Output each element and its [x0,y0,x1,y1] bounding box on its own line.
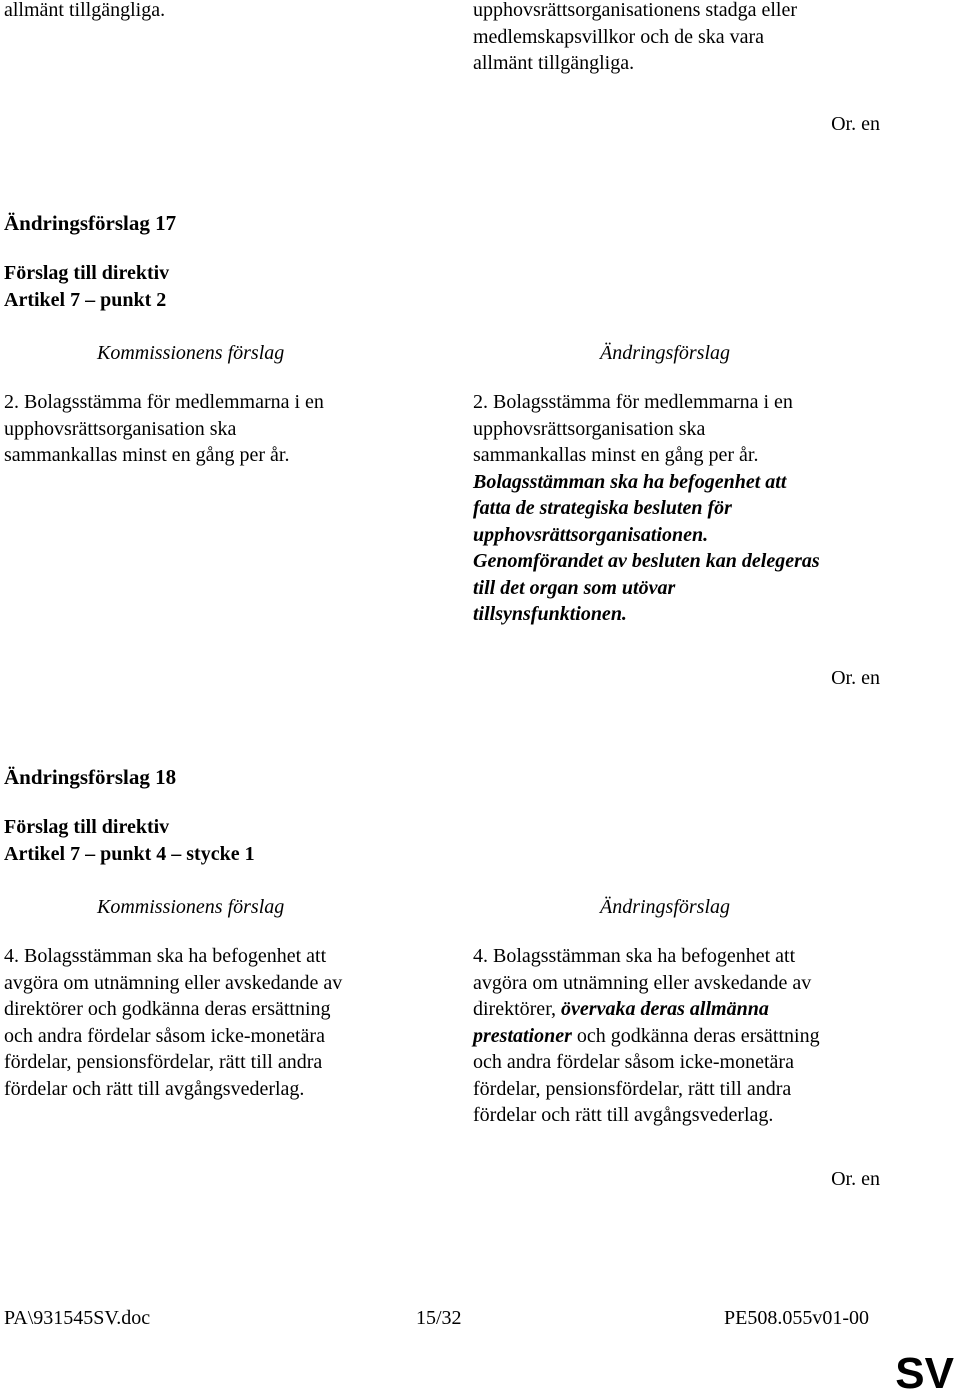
footer-document-reference: PA\931545SV.doc [4,1307,151,1329]
original-language-note: Or. en [831,113,880,135]
text-line: sammankallas minst en gång per år. [473,444,759,466]
text-line: medlemskapsvillkor och de ska vara [473,25,765,48]
added-text-line: fatta de strategiska besluten för [473,497,732,519]
commission-text [4,389,444,469]
text-line: upphovsrättsorganisation ska [473,417,706,440]
column-heading-commission: Kommissionens förslag [97,896,285,918]
amendment-article: Artikel 7 – punkt 4 – stycke 1 [4,843,255,865]
right-text-tail [473,0,933,77]
text-line: 4. Bolagsstämman ska ha befogenhet att [4,945,327,967]
amendment-subtitle: Förslag till direktiv [4,816,170,838]
added-text-line: upphovsrättsorganisationen. [473,523,709,546]
text-line: och andra fördelar såsom icke-monetära [4,1024,325,1047]
commission-text [4,943,444,1102]
amendment-text [473,389,933,628]
text-line: 4. Bolagsstämman ska ha befogenhet att [473,945,796,967]
amendment-title: Ändringsförslag 18 [4,765,177,789]
language-mark: SV [895,1349,954,1398]
text-line: upphovsrättsorganisation ska [4,417,237,440]
text-line [473,996,933,1023]
added-text-span: övervaka deras allmänna [561,998,769,1020]
added-text-line: Bolagsstämman ska ha befogenhet att [473,470,787,493]
text-line: fördelar och rätt till avgångsvederlag. [473,1104,774,1126]
text-line: 2. Bolagsstämma för medlemmarna i en [4,391,324,413]
added-text-span: prestationer [473,1024,572,1047]
text-line: allmänt tillgängliga. [4,0,166,21]
text-line: och andra fördelar såsom icke-monetära [473,1051,794,1073]
text-line: fördelar, pensionsfördelar, rätt till andra [473,1077,792,1100]
original-language-note: Or. en [831,1168,880,1190]
amendment-text [473,943,933,1129]
text-line: upphovsrättsorganisationens stadga eller [473,0,798,21]
text-line: direktörer och godkänna deras ersättning [4,998,331,1020]
left-text-tail [4,0,444,24]
column-heading-commission: Kommissionens förslag [97,342,285,364]
text-span: direktörer, [473,998,562,1020]
text-span: och godkänna deras ersättning [571,1024,820,1047]
column-heading-amendment: Ändringsförslag [600,342,731,364]
text-line: sammankallas minst en gång per år. [4,444,290,466]
text-line: avgöra om utnämning eller avskedande av [4,971,343,994]
text-line: allmänt tillgängliga. [473,52,635,74]
footer-page-number: 15/32 [416,1307,462,1329]
added-text-line: tillsynsfunktionen. [473,603,627,625]
amendment-subtitle: Förslag till direktiv [4,262,170,284]
text-line: avgöra om utnämning eller avskedande av [473,971,812,994]
original-language-note: Or. en [831,667,880,689]
added-text-line: till det organ som utövar [473,576,676,599]
footer-pe-reference: PE508.055v01-00 [724,1307,869,1329]
text-line: fördelar, pensionsfördelar, rätt till andra [4,1051,323,1073]
amendment-title: Ändringsförslag 17 [4,211,177,235]
text-line: 2. Bolagsstämma för medlemmarna i en [473,391,793,413]
text-line: fördelar och rätt till avgångsvederlag. [4,1077,305,1100]
text-line [473,1023,933,1050]
added-text-line: Genomförandet av besluten kan delegeras [473,550,820,572]
amendment-article: Artikel 7 – punkt 2 [4,289,167,311]
column-heading-amendment: Ändringsförslag [600,896,731,918]
